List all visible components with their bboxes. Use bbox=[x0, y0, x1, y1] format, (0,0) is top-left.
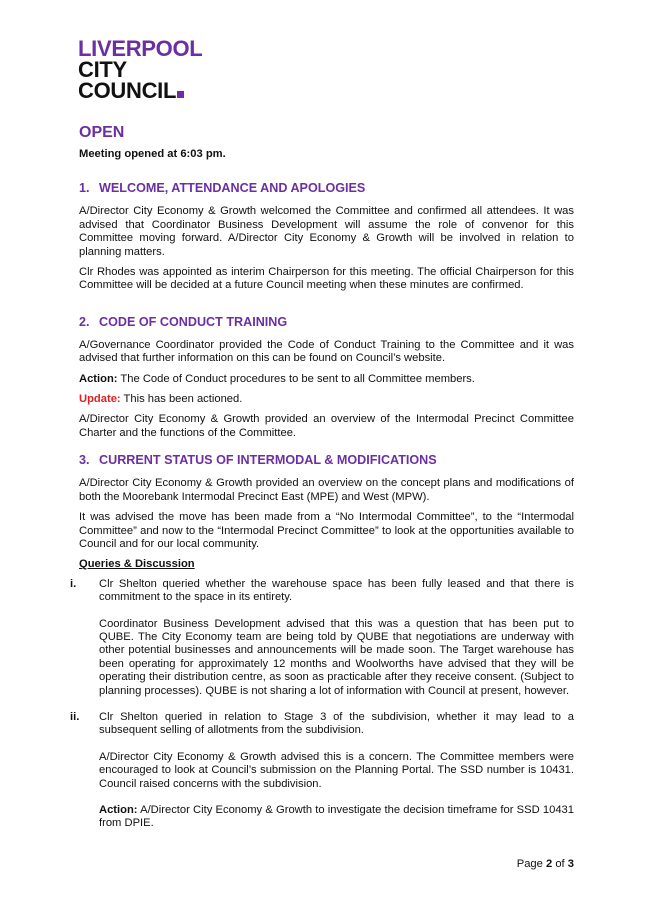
section-1-number: 1. bbox=[79, 181, 90, 196]
action-text: The Code of Conduct procedures to be sent to all Committee members. bbox=[117, 372, 475, 385]
query-response: A/Director City Economy & Growth advised this is a concern. The Committee members were encouraged to look at Council’s submission on the Planning Portal. The SSD number is 10431. Council raised concerns with the subdivision. bbox=[99, 750, 574, 790]
query-response: Coordinator Business Development advised that this was a question that has been put to QUBE. The City Economy team are being told by QUBE that negotiations are underway with other potential businesses and announcements will be made soon. The Target warehouse has been operating for approximately 12 months and Woolworths have advised that they will be operating their distribution centre, as soon as practicable after they receive consent. (Subject to planning processes). QUBE is not sharing a lot of information with Council at present, however. bbox=[99, 617, 574, 697]
query-action bbox=[99, 804, 574, 831]
query-item bbox=[70, 710, 574, 831]
page-total: 3 bbox=[567, 858, 574, 870]
logo-line-2: CITY bbox=[78, 57, 127, 82]
action-text: A/Director City Economy & Growth to investigate the decision timeframe for SSD 10431 from DPIE. bbox=[99, 804, 574, 830]
logo-line-3 bbox=[78, 80, 228, 101]
logo-square-icon bbox=[177, 91, 184, 98]
section-3-title: CURRENT STATUS OF INTERMODAL & MODIFICATIONS bbox=[99, 453, 437, 468]
query-text: Clr Shelton queried in relation to Stage 3 of the subdivision, whether it may lead to a subsequent selling of allotments from the subdivision. bbox=[99, 710, 574, 737]
update-label: Update: bbox=[79, 393, 121, 406]
section-2-update bbox=[79, 393, 574, 406]
action-label: Action: bbox=[79, 372, 118, 385]
logo-line-1: LIVERPOOL bbox=[78, 36, 203, 61]
section-1-paragraph-1: A/Director City Economy & Growth welcomed the Committee and confirmed all attendees. It was advised that Coordinator Business Development will assume the role of convenor for this Committee moving forward. A/Director City Economy & Growth will be involved in relation to planning matters. bbox=[79, 205, 574, 258]
section-3-heading bbox=[79, 453, 574, 468]
query-numeral: ii. bbox=[70, 710, 80, 723]
section-3-number: 3. bbox=[79, 453, 90, 468]
action-label: Action: bbox=[99, 804, 138, 816]
logo-line-3-text: COUNCIL bbox=[78, 78, 177, 103]
section-1-heading bbox=[79, 181, 574, 196]
meeting-opened-text: Meeting opened at 6:03 pm. bbox=[79, 148, 226, 160]
update-text: This has been actioned. bbox=[120, 393, 243, 406]
section-1-title: WELCOME, ATTENDANCE AND APOLOGIES bbox=[99, 181, 366, 196]
query-numeral: i. bbox=[70, 577, 77, 590]
section-3-paragraph-1: A/Director City Economy & Growth provided an overview on the concept plans and modifications of both the Moorebank Intermodal Precinct East (MPE) and West (MPW). bbox=[79, 477, 574, 503]
section-3-paragraph-2: It was advised the move has been made from a “No Intermodal Committee”, to the “Intermodal Committee” and now to the “Intermodal Precinct Committee” to look at the opportunities available to Council and for our local community. bbox=[79, 511, 574, 550]
section-2-title: CODE OF CONDUCT TRAINING bbox=[99, 314, 288, 329]
query-text: Clr Shelton queried whether the warehouse space has been fully leased and that there is commitment to the space in its entirety. bbox=[99, 577, 574, 604]
section-2-paragraph-1: A/Governance Coordinator provided the Code of Conduct Training to the Committee and it was advised that further information on this can be found on Council’s website. bbox=[79, 338, 574, 365]
minutes-body bbox=[70, 124, 574, 844]
page-current: 2 bbox=[545, 858, 553, 870]
section-2-heading bbox=[79, 315, 574, 330]
queries-heading: Queries & Discussion bbox=[79, 558, 195, 571]
page-of-word: of bbox=[552, 858, 568, 870]
page-word: Page bbox=[516, 858, 546, 870]
section-2-number: 2. bbox=[79, 314, 90, 329]
liverpool-city-council-logo bbox=[78, 38, 228, 101]
section-1-paragraph-2: Clr Rhodes was appointed as interim Chairperson for this meeting. The official Chairperson for this Committee will be decided at a future Council meeting when these minutes are confirmed. bbox=[79, 266, 574, 292]
spacer bbox=[79, 300, 574, 315]
open-heading: OPEN bbox=[79, 124, 125, 141]
section-2-paragraph-2: A/Director City Economy & Growth provided an overview of the Intermodal Precinct Committee Charter and the functions of the Committee. bbox=[79, 413, 574, 439]
section-2-action bbox=[79, 373, 574, 386]
query-item bbox=[70, 577, 574, 698]
page-number bbox=[470, 858, 574, 870]
